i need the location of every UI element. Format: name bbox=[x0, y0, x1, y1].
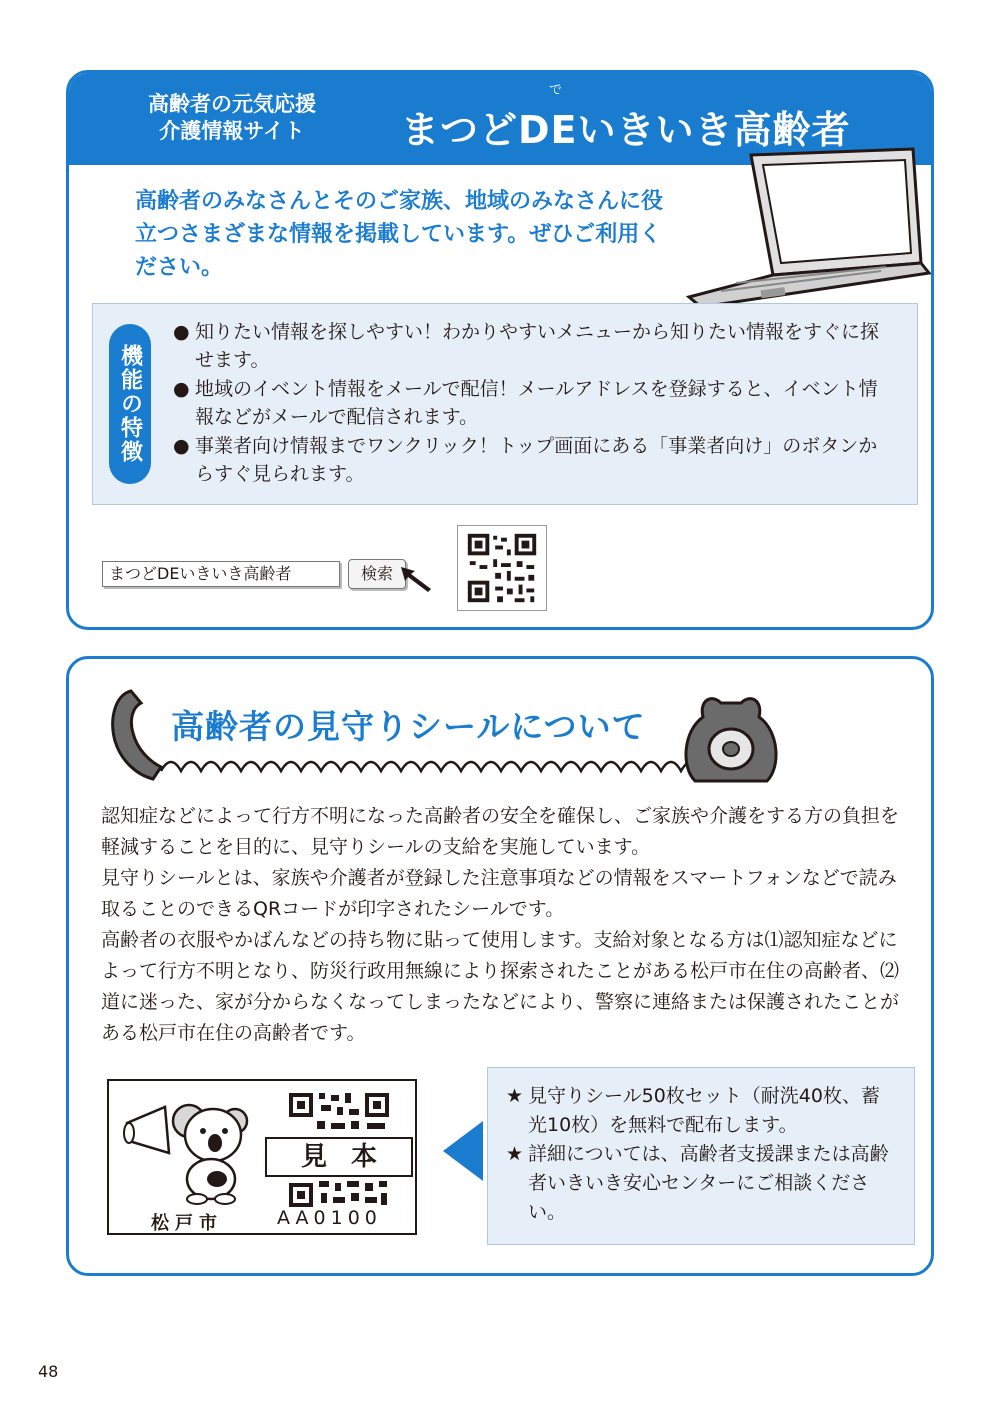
sample-label: 見本 bbox=[265, 1137, 413, 1177]
site-subtitle bbox=[117, 91, 347, 145]
feature-item: ● 知りたい情報を探しやすい！わかりやすいメニューから知りたい情報をすぐに探せます。 bbox=[173, 318, 893, 374]
qr-code-icon bbox=[457, 525, 547, 611]
koala-mascot-icon bbox=[119, 1093, 249, 1205]
site-subtitle-line1: 高齢者の元気応援 bbox=[148, 92, 316, 116]
body-paragraph: 見守りシールとは、家族や介護者が登録した注意事項などの情報をスマートフォンなどで読み取ることのできるQRコードが印字されたシールです。 bbox=[101, 867, 897, 920]
features-list bbox=[173, 318, 893, 489]
notice-item: ★ 詳細については、高齢者支援課または高齢者いきいき安心センターにご相談ください。 bbox=[506, 1140, 896, 1227]
features-label: 機能の特徴 bbox=[109, 324, 151, 484]
sticker-code: AA0100 bbox=[277, 1207, 382, 1229]
website-card bbox=[66, 70, 934, 630]
qr-code-icon bbox=[287, 1091, 391, 1133]
arrow-cursor-icon bbox=[399, 563, 435, 593]
section-title: 高齢者の見守りシールについて bbox=[171, 707, 646, 746]
page-number: 48 bbox=[38, 1362, 59, 1381]
features-panel bbox=[92, 303, 918, 505]
sample-sticker bbox=[107, 1079, 417, 1235]
site-title: まつどDEいきいき高齢者 bbox=[401, 108, 851, 152]
site-subtitle-line2: 介護情報サイト bbox=[159, 119, 305, 143]
qr-code-icon bbox=[287, 1179, 391, 1209]
search-button[interactable]: 検索 bbox=[348, 559, 406, 589]
body-paragraph: 認知症などによって行方不明になった高齢者の安全を確保し、ご家族や介護をする方の負担を軽減することを目的に、見守りシールの支給を実施しています。 bbox=[101, 805, 900, 858]
mimamori-card bbox=[66, 656, 934, 1276]
feature-item: ● 事業者向け情報までワンクリック！トップ画面にある「事業者向け」のボタンからすぐ見られます。 bbox=[173, 432, 893, 488]
body-paragraph: 高齢者の衣服やかばんなどの持ち物に貼って使用します。支給対象となる方は⑴認知症などによって行方不明となり、防災行政用無線により探索されたことがある松戸市在住の高齢者、⑵道に迷った、家が分からなくなってしまったなどにより、警察に連絡または保護されたことがある松戸市在住の高齢者です。 bbox=[101, 929, 900, 1044]
site-intro: 高齢者のみなさんとそのご家族、地域のみなさんに役立つさまざまな情報を掲載しています。ぜひご利用ください。 bbox=[135, 189, 664, 280]
laptop-icon bbox=[681, 145, 931, 315]
body-text bbox=[101, 801, 911, 1049]
notice-panel bbox=[487, 1067, 915, 1245]
sticker-city: 松戸市 bbox=[151, 1213, 223, 1234]
notice-item: ★ 見守りシール50枚セット（耐洗40枚、蓄光10枚）を無料で配布します。 bbox=[506, 1082, 896, 1140]
title-ruby: で bbox=[549, 83, 563, 98]
feature-item: ● 地域のイベント情報をメールで配信！メールアドレスを登録すると、イベント情報などがメールで配信されます。 bbox=[173, 375, 893, 431]
pointer-triangle bbox=[443, 1121, 483, 1181]
search-input[interactable]: まつどDEいきいき高齢者 bbox=[102, 561, 340, 587]
